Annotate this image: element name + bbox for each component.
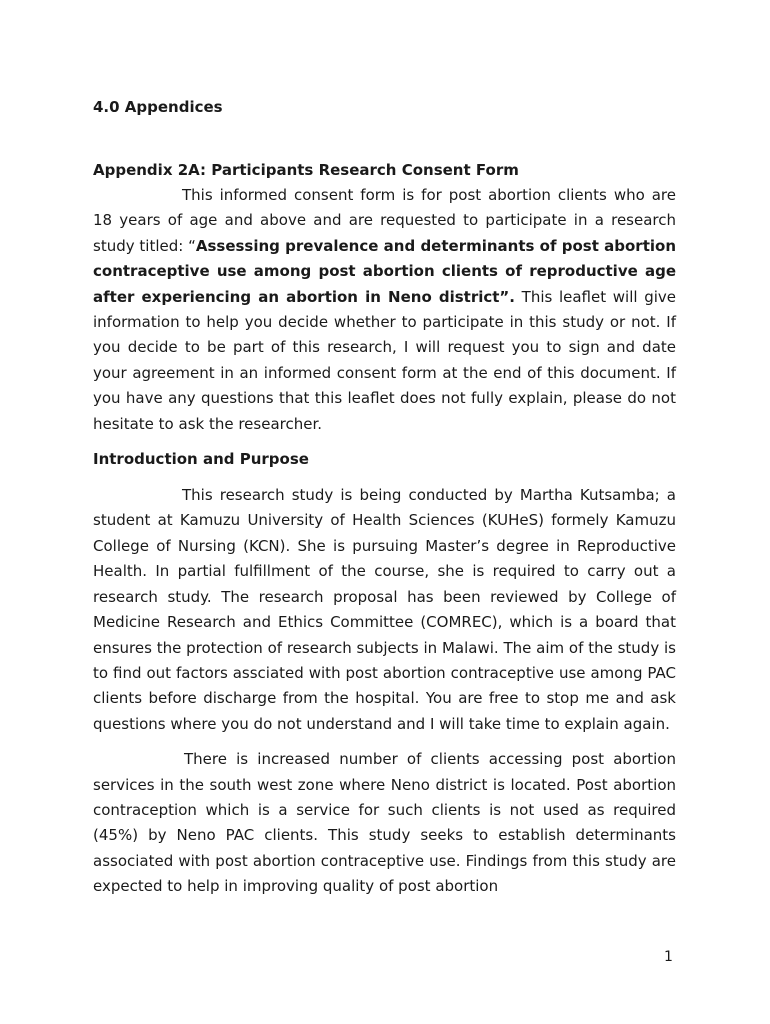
introduction-paragraph-2: There is increased number of clients accessing post abortion services in the south west zone where Neno district is located. Post abortion contraception which is a service for such clients is not used as required (45%) by Neno PAC clients. This study seeks to establish determinants associated with post abortion contraceptive use. Findings from this study are expected to help in improving quality of post abortion: [93, 750, 676, 896]
spacer: [93, 437, 676, 448]
spacer: [93, 118, 676, 158]
page-number: 1: [664, 949, 673, 965]
study-title: Assessing prevalence and determinants of post abortion contraceptive use among post abortion clients of reproductive age after experiencing an abortion in Neno district”.: [93, 236, 676, 306]
section-title: 4.0 Appendices: [93, 98, 223, 116]
introduction-heading: Introduction and Purpose: [93, 450, 309, 469]
consent-leaflet-text: This leaflet will give information to help you decide whether to participate in this study or not. If you decide to be part of this research, I will request you to sign and date your agreement in an informed consent form at the end of this document. If you have any questions that this leaflet does not fully explain, please do not hesitate to ask the researcher.: [93, 287, 676, 433]
consent-intro-paragraph: [93, 183, 676, 437]
spacer: [93, 737, 676, 747]
appendix-heading: Appendix 2A: Participants Research Consent Form: [93, 161, 519, 179]
spacer: [93, 470, 676, 483]
document-page: [93, 96, 676, 900]
introduction-paragraph-1: This research study is being conducted by Martha Kutsamba; a student at Kamuzu University of Health Sciences (KUHeS) formely Kamuzu College of Nursing (KCN). She is pursuing Master’s degree in Reproductive Health. In partial fulfillment of the course, she is required to carry out a research study. The research proposal has been reviewed by College of Medicine Research and Ethics Committee (COMREC), which is a board that ensures the protection of research subjects in Malawi. The aim of the study is to find out factors assciated with post abortion contraceptive use among PAC clients before discharge from the hospital. You are free to stop me and ask questions where you do not understand and I will take time to explain again.: [93, 486, 676, 733]
consent-intro-text: This informed consent form is for post abortion clients who are 18 years of age and above and are requested to participate in a research study titled: “: [93, 186, 676, 255]
